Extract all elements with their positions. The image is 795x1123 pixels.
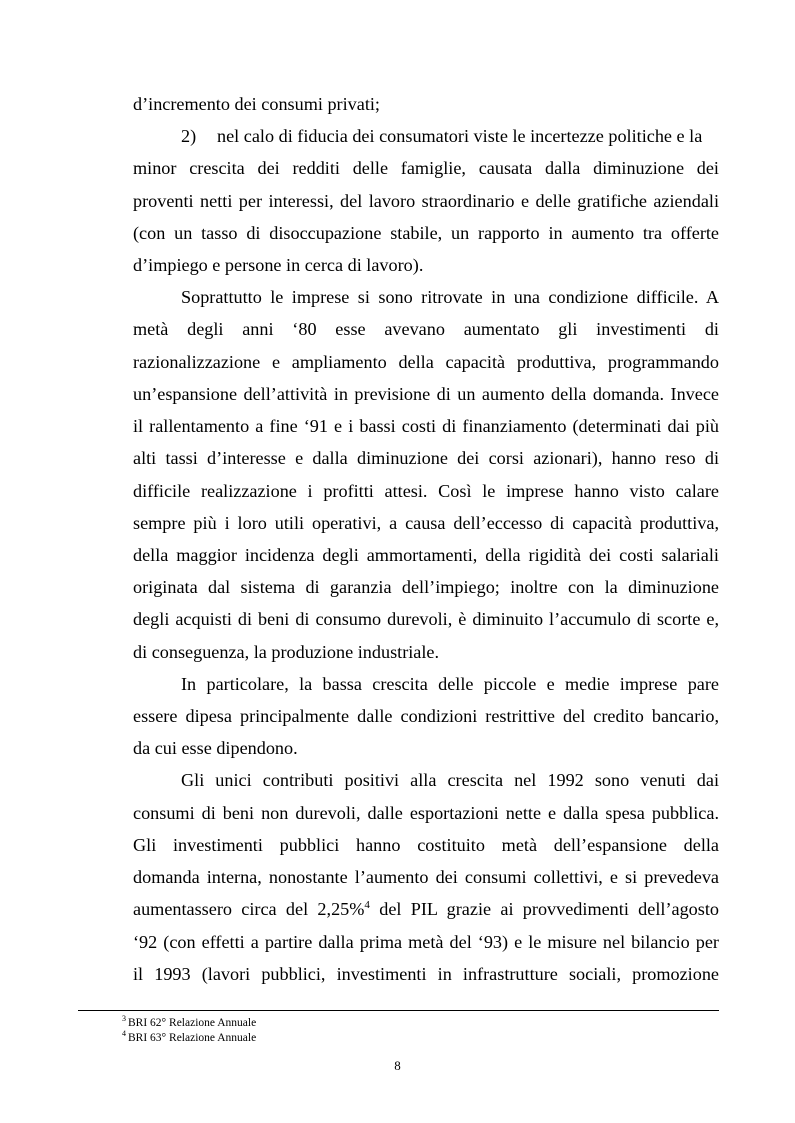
list-item-text: nel calo di fiducia dei consumatori viste le incertezze politiche e la (217, 126, 703, 146)
body-line: minor crescita dei redditi delle famiglie, causata dalla diminuzione dei (133, 158, 719, 178)
body-line-with-footnote-ref (133, 898, 719, 920)
body-line: (con un tasso di disoccupazione stabile, un rapporto in aumento tra offerte (133, 223, 719, 243)
page-number: 8 (394, 1058, 401, 1073)
body-line: essere dipesa principalmente dalle condizioni restrittive del credito bancario, (133, 706, 719, 726)
body-line: domanda interna, nonostante l’aumento dei consumi collettivi, e si prevedeva (133, 867, 719, 887)
footnote-mark: 4 (122, 1029, 126, 1039)
body-text: aumentassero circa del 2,25% (133, 899, 365, 919)
list-item-2 (181, 125, 719, 147)
body-line: d’impiego e persone in cerca di lavoro). (133, 255, 424, 275)
paragraph-first-line: Gli unici contributi positivi alla crescita nel 1992 sono venuti dai (181, 770, 719, 790)
footnote-3 (122, 1016, 256, 1030)
body-line: alti tassi d’interesse e dalla diminuzione dei corsi azionari), hanno reso di (133, 448, 719, 468)
list-number: 2) (181, 126, 197, 146)
body-line: di conseguenza, la produzione industriale. (133, 642, 440, 662)
body-line: degli acquisti di beni di consumo durevoli, è diminuito l’accumulo di scorte e, (133, 609, 719, 629)
body-line: ‘92 (con effetti a partire dalla prima metà del ‘93) e le misure nel bilancio per (133, 932, 719, 952)
body-text: del PIL grazie ai provvedimenti dell’agosto (369, 899, 719, 919)
body-line: il rallentamento a fine ‘91 e i bassi costi di finanziamento (determinati dai più (133, 416, 719, 436)
body-line: della maggior incidenza degli ammortamenti, della rigidità dei costi salariali (133, 545, 719, 565)
body-line: razionalizzazione e ampliamento della capacità produttiva, programmando (133, 352, 719, 372)
body-line: Gli investimenti pubblici hanno costituito metà dell’espansione della (133, 835, 719, 855)
body-line: un’espansione dell’attività in previsione di un aumento della domanda. Invece (133, 384, 719, 404)
paragraph-first-line: In particolare, la bassa crescita delle piccole e medie imprese pare (181, 674, 719, 694)
body-line: proventi netti per interessi, del lavoro straordinario e delle gratifiche aziendali (133, 191, 719, 211)
footnote-text: BRI 62° Relazione Annuale (128, 1017, 257, 1029)
footnote-reference[interactable]: 4 (364, 898, 370, 911)
body-line: da cui esse dipendono. (133, 738, 298, 758)
body-line: consumi di beni non durevoli, dalle esportazioni nette e dalla spesa pubblica. (133, 803, 719, 823)
footnote-4 (122, 1031, 256, 1045)
paragraph-first-line: Soprattutto le imprese si sono ritrovate in una condizione difficile. A (181, 287, 719, 307)
footnote-mark: 3 (122, 1014, 126, 1024)
body-line: originata dal sistema di garanzia dell’impiego; inoltre con la diminuzione (133, 577, 719, 597)
footnote-text: BRI 63° Relazione Annuale (128, 1032, 257, 1044)
body-line: sempre più i loro utili operativi, a causa dell’eccesso di capacità produttiva, (133, 513, 719, 533)
body-line: difficile realizzazione i profitti attesi. Così le imprese hanno visto calare (133, 481, 719, 501)
body-line: metà degli anni ‘80 esse avevano aumentato gli investimenti di (133, 319, 719, 339)
body-line: il 1993 (lavori pubblici, investimenti in infrastrutture sociali, promozione (133, 964, 719, 984)
body-line: d’incremento dei consumi privati; (133, 94, 380, 114)
footnote-separator (78, 1010, 719, 1011)
